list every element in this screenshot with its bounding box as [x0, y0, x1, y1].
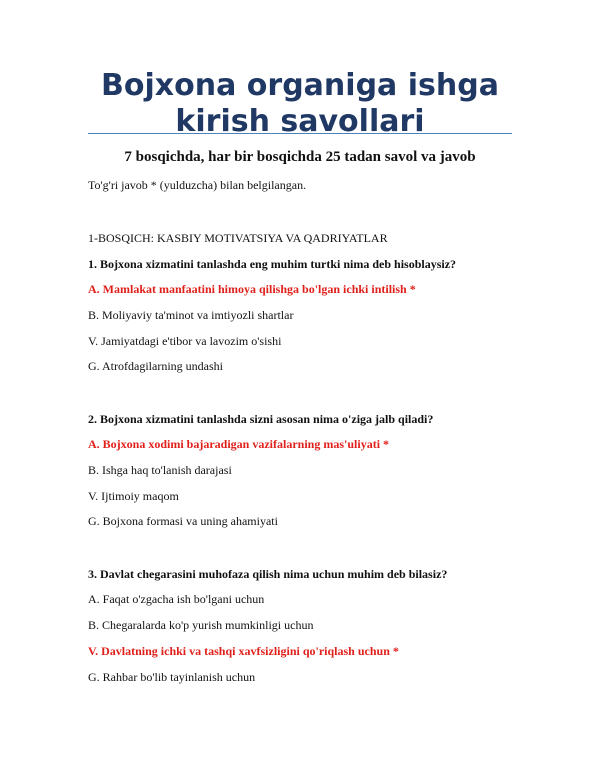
- answer-key-note: To'g'ri javob * (yulduzcha) bilan belgilangan.: [88, 178, 307, 192]
- question-1-option-b: B. Moliyaviy ta'minot va imtiyozli shartlar: [88, 308, 294, 322]
- question-2-option-b: B. Ishga haq to'lanish darajasi: [88, 463, 232, 477]
- question-1-option-a-correct: A. Mamlakat manfaatini himoya qilishga bo'lgan ichki intilish *: [88, 282, 416, 296]
- question-2: 2. Bojxona xizmatini tanlashda sizni asosan nima o'ziga jalb qiladi?: [88, 412, 434, 426]
- question-1-option-g: G. Atrofdagilarning undashi: [88, 359, 223, 373]
- question-2-option-g: G. Bojxona formasi va uning ahamiyati: [88, 514, 278, 528]
- question-1: 1. Bojxona xizmatini tanlashda eng muhim turtki nima deb hisoblaysiz?: [88, 257, 457, 271]
- question-1-option-v: V. Jamiyatdagi e'tibor va lavozim o'sishi: [88, 334, 282, 348]
- question-3-option-a: A. Faqat o'zgacha ish bo'lgani uchun: [88, 592, 265, 606]
- question-3-option-b: B. Chegaralarda ko'p yurish mumkinligi uchun: [88, 618, 314, 632]
- question-3-option-v-correct: V. Davlatning ichki va tashqi xavfsizligini qo'riqlash uchun *: [88, 644, 399, 658]
- document-title: Bojxona organiga ishga kirish savollari: [101, 68, 499, 139]
- question-3: 3. Davlat chegarasini muhofaza qilish nima uchun muhim deb bilasiz?: [88, 567, 448, 581]
- question-3-option-g: G. Rahbar bo'lib tayinlanish uchun: [88, 670, 256, 684]
- section-heading: 1-BOSQICH: KASBIY MOTIVATSIYA VA QADRIYATLAR: [88, 231, 388, 245]
- title-divider: [88, 133, 512, 134]
- question-2-option-a-correct: A. Bojxona xodimi bajaradigan vazifalarning mas'uliyati *: [88, 437, 390, 451]
- document-subtitle: 7 bosqichda, har bir bosqichda 25 tadan savol va javob: [124, 149, 476, 165]
- question-2-option-v: V. Ijtimoiy maqom: [88, 489, 179, 503]
